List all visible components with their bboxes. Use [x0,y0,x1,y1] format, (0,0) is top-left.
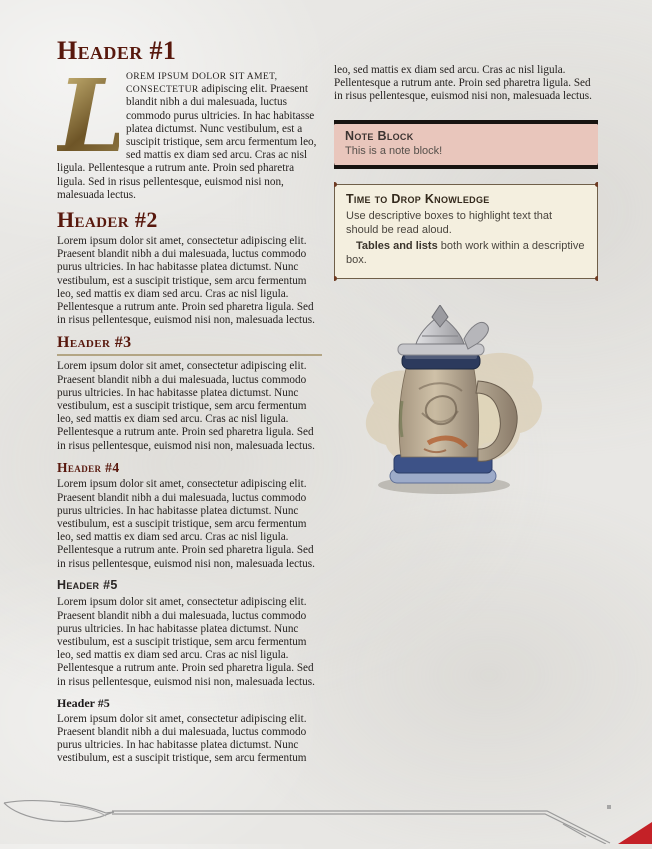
descriptive-box-line2 [346,239,586,268]
header-4: Header #4 [57,459,120,475]
left-column [57,36,322,798]
drop-cap: L [57,57,128,175]
note-block [334,120,598,169]
note-block-text: This is a note block! [345,144,443,157]
paragraph-4: Lorem ipsum dolor sit amet, consectetur adipiscing elit. Praesent blandit nibh a dui malesuada, luctus commodo purus ultricies. In hac habitasse platea dictumst. Nunc vestibulum, est a suscipit tristique, sem arcu fermentum leo, sed mattis ex diam sed arcu. Cras ac nisl ligula. Pellentesque a rutrum ante. Proin sed pharetra ligula. Sed in risus pellentesque, euismod nisi non, malesuada lectus. [57,478,315,570]
descriptive-box-line2-rest: both work within a descriptive box. [346,239,585,267]
footer [0,796,652,844]
footer-leaf-icon [4,801,114,813]
descriptive-box-title: Time to Drop Knowledge [346,191,490,206]
paragraph-5: Lorem ipsum dolor sit amet, consectetur adipiscing elit. Praesent blandit nibh a dui malesuada, luctus commodo purus ultricies. In hac habitasse platea dictumst. Nunc vestibulum, est a suscipit tristique, sem arcu fermentum leo, sed mattis ex diam sed arcu. Cras ac nisl ligula. Pellentesque a rutrum ante. Proin sed pharetra ligula. Sed in risus pellentesque, euismod nisi non, malesuada lectus. [57,596,315,688]
note-block-body [334,124,598,165]
corner-dot-icon [595,182,598,187]
descriptive-box-line2-bold: Tables and lists [356,239,438,252]
beer-stein-image [344,305,598,506]
note-block-top-border [334,120,598,124]
paragraph-6-truncated: Lorem ipsum dolor sit amet, consectetur adipiscing elit. Praesent blandit nibh a dui malesuada, luctus commodo purus ultricies. In hac habitasse platea dictumst. Nunc vestibulum, est a suscipit tristique, sem arcu fermentum [57,712,307,765]
descriptive-box [334,184,598,279]
header-5-bold: Header #5 [57,695,110,710]
header-3: Header #3 [57,335,322,356]
corner-dot-icon [334,182,337,187]
header-1: Header #1 [57,36,177,65]
footer-red-triangle [618,822,652,844]
beer-stein-svg [344,305,560,501]
descriptive-box-line1: Use descriptive boxes to highlight text that should be read aloud. [346,209,553,237]
intro-text: adipiscing elit. Praesent blandit nibh a dui malesuada, luctus commodo purus ultricies. In hac habitasse platea dictumst. Nunc vestibulum, est a suscipit tristique, sem arcu fermentum leo, sed mattis ex diam sed arcu. Cras ac nisl ligula. Pellentesque a rutrum ante. Proin sed pharetra ligula. Sed in risus pellentesque, euismod nisi non, malesuada lectus. [57,83,317,201]
header-2: Header #2 [57,207,158,233]
right-column [334,64,598,704]
note-block-title: Note Block [345,128,414,143]
corner-dot-icon [595,276,598,281]
note-block-bottom-border [334,165,598,169]
paragraph-2: Lorem ipsum dolor sit amet, consectetur adipiscing elit. Praesent blandit nibh a dui malesuada, luctus commodo purus ultricies. In hac habitasse platea dictumst. Nunc vestibulum, est a suscipit tristique, sem arcu fermentum leo, sed mattis ex diam sed arcu. Cras ac nisl ligula. Pellentesque a rutrum ante. Proin sed pharetra ligula. Sed in risus pellentesque, euismod nisi non, malesuada lectus. [57,235,315,327]
footer-ornament [0,796,652,844]
footer-rule [112,811,610,843]
intro-lead-smallcaps: OREM IPSUM DOLOR SIT AMET, CONSECTETUR [126,71,278,96]
header-5: Header #5 [57,577,118,592]
corner-dot-icon [334,276,337,281]
paragraph-intro [57,57,322,202]
paragraph-3: Lorem ipsum dolor sit amet, consectetur adipiscing elit. Praesent blandit nibh a dui malesuada, luctus commodo purus ultricies. In hac habitasse platea dictumst. Nunc vestibulum, est a suscipit tristique, sem arcu fermentum leo, sed mattis ex diam sed arcu. Cras ac nisl ligula. Pellentesque a rutrum ante. Proin sed pharetra ligula. Sed in risus pellentesque, euismod nisi non, malesuada lectus. [57,360,315,452]
paragraph-continuation: leo, sed mattis ex diam sed arcu. Cras ac nisl ligula. Pellentesque a rutrum ante. Proin sed pharetra ligula. Sed in risus pellentesque, euismod nisi non, malesuada lectus. [334,64,592,103]
